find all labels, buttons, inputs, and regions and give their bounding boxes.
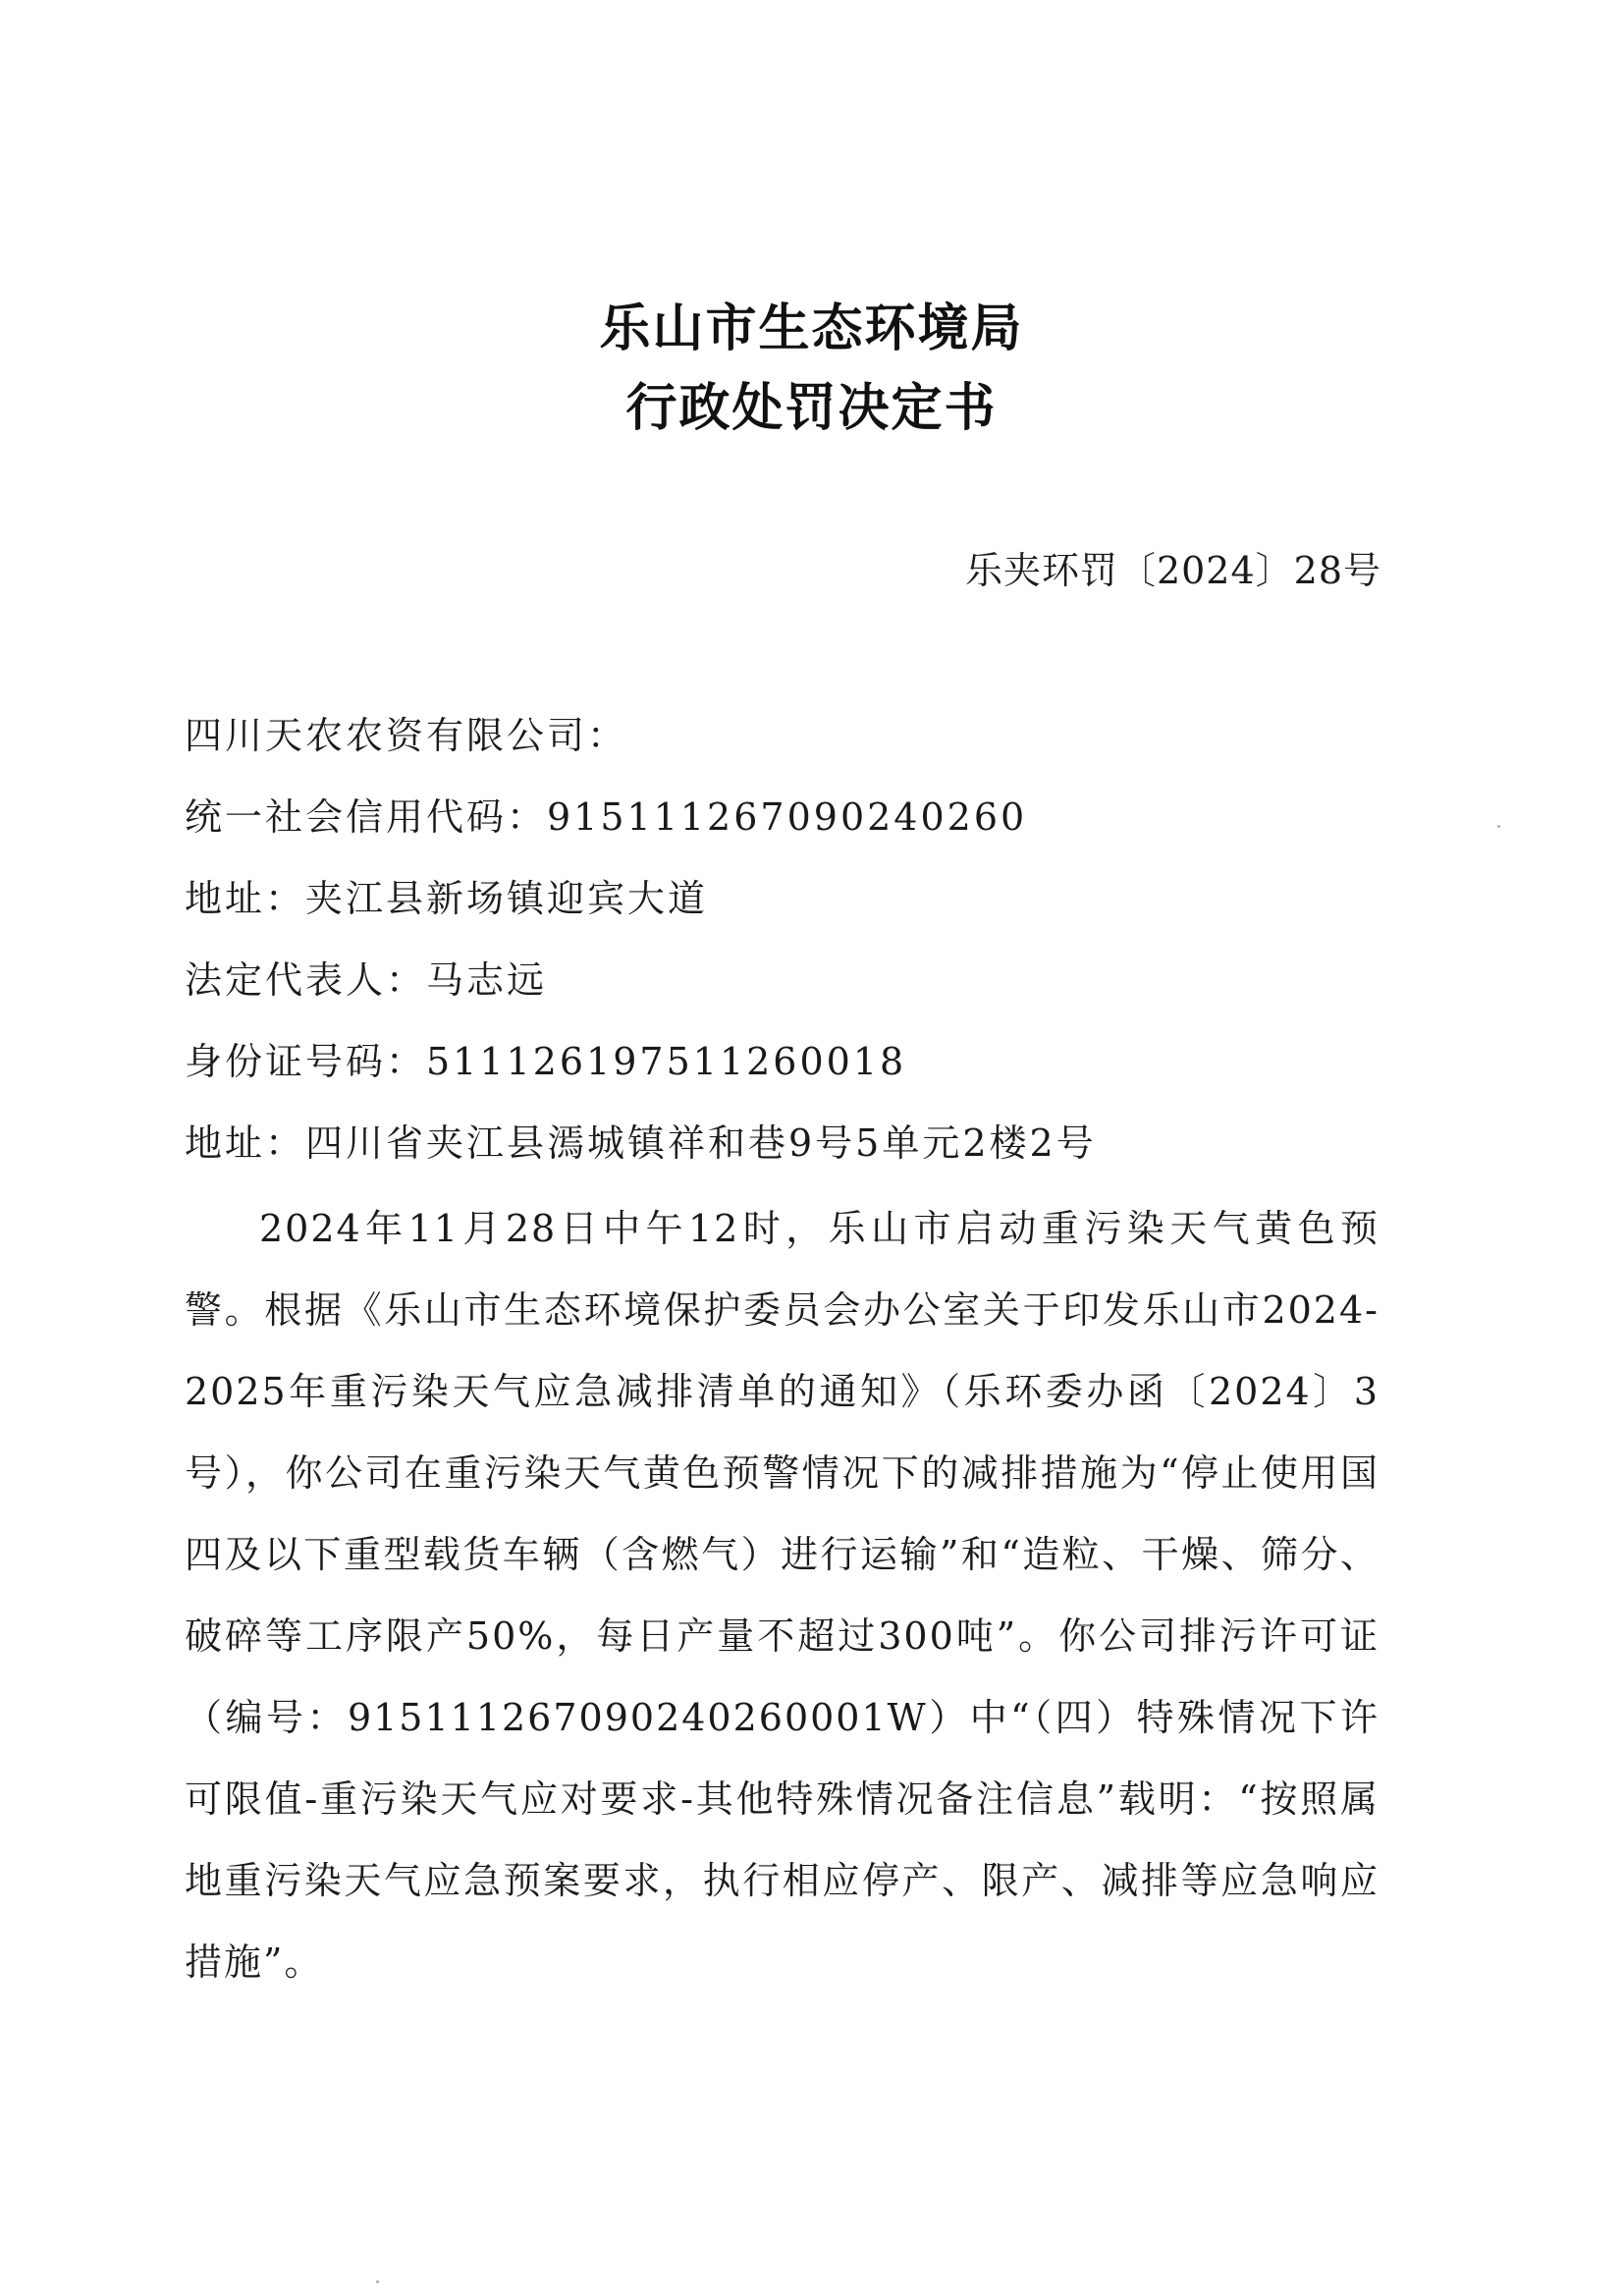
document-number: 乐夹环罚〔2024〕28号 [964,549,1381,592]
body-paragraph: 2024年11月28日中午12时，乐山市启动重污染天气黄色预警。根据《乐山市生态环境保护委员会办公室关于印发乐山市2024-2025年重污染天气应急减排清单的通知》（乐环委办函〔2024〕3号），你公司在重污染天气黄色预警情况下的减排措施为“停止使用国四及以下重型载货车辆（含燃气）进行运输”和“造粒、干燥、筛分、破碎等工序限产50%，每日产量不超过300吨”。你公司排污许可证（编号：915111267090240260001W）中“（四）特殊情况下许可限值-重污染天气应对要求-其他特殊情况备注信息”载明：“按照属地重污染天气应急预案要求，执行相应停产、限产、减排等应急响应措施”。 [185,1207,1380,1984]
document-title-issuer: 乐山市生态环境局 [599,300,1024,358]
id-number: 身份证号码：511126197511260018 [185,1040,907,1083]
document-title-type: 行政处罚决定书 [625,379,998,438]
representative-address: 地址：四川省夹江县漹城镇祥和巷9号5单元2楼2号 [185,1121,1097,1165]
party-name: 四川天农农资有限公司： [185,714,628,757]
scan-speck [376,2280,379,2283]
company-address: 地址：夹江县新场镇迎宾大道 [185,877,709,920]
legal-representative: 法定代表人：马志远 [185,958,548,1002]
credit-code: 统一社会信用代码：915111267090240260 [185,795,1028,839]
scan-speck [1497,825,1500,828]
